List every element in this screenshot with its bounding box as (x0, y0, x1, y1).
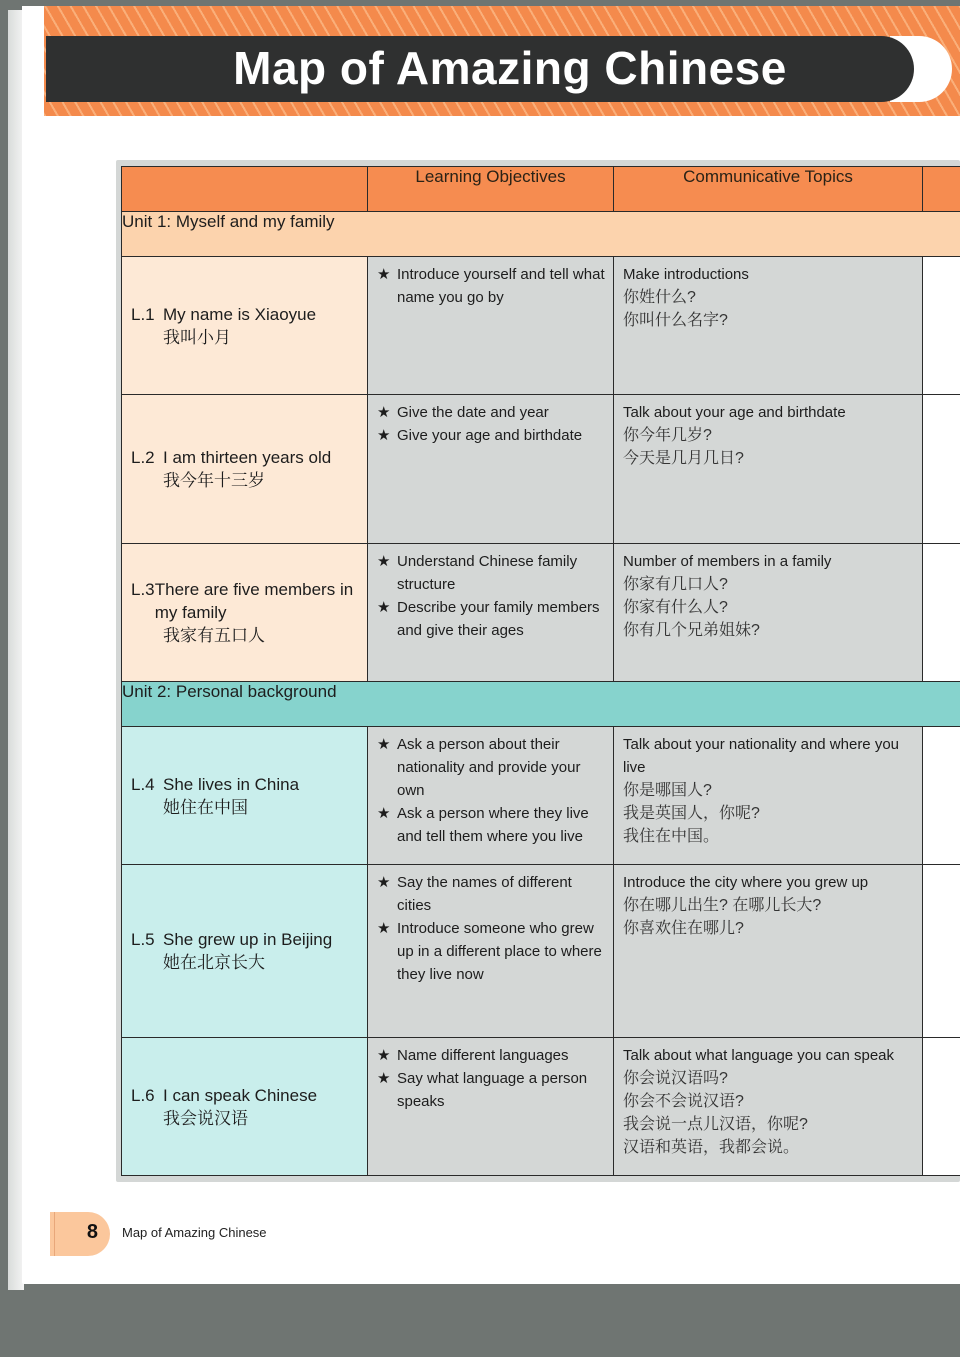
phrase: 你喜欢住在哪儿? (623, 920, 744, 937)
star-icon: ★ (377, 404, 391, 421)
star-icon: ★ (377, 266, 391, 283)
title-bar (46, 36, 914, 102)
objectives-cell (368, 865, 614, 1038)
topic-title: Talk about your nationality and where you live (623, 736, 900, 776)
phrase: 我是英国人，你呢? (623, 805, 760, 822)
lesson-number: L.2 (131, 448, 155, 467)
phrase: 今天是几月几日? (623, 450, 744, 467)
topic-title: Talk about what language you can speak (623, 1047, 895, 1064)
phrase: 你在哪儿出生? 在哪儿长大? (623, 897, 822, 914)
lesson-number: L.1 (131, 304, 155, 324)
topic-cell (614, 544, 923, 682)
topic-title: Make introductions (623, 266, 749, 283)
lesson-number: L.5 (131, 930, 155, 949)
phrase: 你会不会说汉语? (623, 1093, 744, 1110)
objective-item: ★ Understand Chinese family structure (377, 550, 607, 596)
running-title: Map of Amazing Chinese (122, 1225, 267, 1240)
column-header-topics: Communicative Topics (614, 167, 923, 212)
lesson-row (122, 257, 960, 395)
lesson-title-en: I am thirteen years old (163, 448, 332, 467)
star-icon: ★ (377, 553, 391, 570)
star-icon: ★ (377, 920, 391, 937)
lesson-row (122, 1038, 960, 1176)
lesson-title-cell (122, 865, 368, 1038)
phrase: 你叫什么名字? (623, 312, 728, 329)
blank-cell (923, 395, 960, 544)
unit-row (122, 682, 960, 727)
topic-cell (614, 865, 923, 1038)
blank-cell (923, 865, 960, 1038)
phrase: 你家有几口人? (623, 576, 728, 593)
lesson-row (122, 395, 960, 544)
lesson-title-cn: 她住在中国 (163, 797, 248, 817)
phrase: 我住在中国。 (623, 828, 720, 845)
page-number: 8 (86, 1221, 98, 1243)
column-header-lesson (122, 167, 368, 212)
lesson-title-cn: 我今年十三岁 (163, 471, 265, 490)
lesson-number: L.3 (131, 580, 155, 599)
phrase: 你姓什么? (623, 289, 696, 306)
lesson-row (122, 865, 960, 1038)
lesson-title-cell (122, 257, 368, 395)
table-header-row (122, 167, 960, 212)
lesson-title-en: She grew up in Beijing (163, 930, 333, 949)
objectives-cell (368, 544, 614, 682)
unit-row (122, 212, 960, 257)
objectives-cell (368, 727, 614, 865)
star-icon: ★ (377, 599, 391, 616)
star-icon: ★ (377, 1047, 391, 1064)
unit-label: Unit 1: Myself and my family (122, 212, 960, 257)
blank-cell (923, 257, 960, 395)
column-header-extra (923, 167, 960, 212)
lesson-title-cn: 我会说汉语 (163, 1108, 248, 1128)
star-icon: ★ (377, 805, 391, 822)
lesson-title-cn: 我家有五口人 (163, 626, 265, 645)
topic-cell (614, 1038, 923, 1176)
star-icon: ★ (377, 874, 391, 891)
lesson-title-cn: 她在北京长大 (163, 953, 265, 972)
objective-item: ★ Introduce yourself and tell what name you go by (377, 263, 607, 309)
objective-item: ★ Give your age and birthdate (377, 424, 607, 447)
objective-item: ★ Name different languages (377, 1044, 607, 1067)
topic-title: Introduce the city where you grew up (623, 874, 869, 891)
lesson-title-cell (122, 727, 368, 865)
phrase: 汉语和英语，我都会说。 (623, 1139, 800, 1156)
objective-item: ★ Give the date and year (377, 401, 607, 424)
lesson-title-cell (122, 1038, 368, 1176)
page-title: Map of Amazing Chinese (233, 42, 787, 94)
objective-item: ★ Describe your family members and give their ages (377, 596, 607, 642)
phrase: 你今年几岁? (623, 427, 712, 444)
star-icon: ★ (377, 1070, 391, 1087)
lesson-title-cell (122, 544, 368, 682)
lesson-number: L.6 (131, 1085, 155, 1105)
blank-cell (923, 544, 960, 682)
objectives-cell (368, 395, 614, 544)
unit-label: Unit 2: Personal background (122, 682, 960, 727)
objectives-cell (368, 1038, 614, 1176)
phrase: 我会说一点儿汉语，你呢? (623, 1116, 808, 1133)
topic-title: Number of members in a family (623, 553, 832, 570)
objectives-cell (368, 257, 614, 395)
lesson-title-en: There are five members in my family (154, 580, 354, 622)
phrase: 你是哪国人? (623, 782, 712, 799)
phrase: 你家有什么人? (623, 599, 728, 616)
objective-item: ★ Ask a person where they live and tell them where you live (377, 802, 607, 848)
topic-cell (614, 727, 923, 865)
lesson-title-en: My name is Xiaoyue (163, 304, 317, 324)
column-header-objectives: Learning Objectives (368, 167, 614, 212)
blank-cell (923, 727, 960, 865)
lesson-title-en: She lives in China (163, 774, 300, 794)
objective-item: ★ Introduce someone who grew up in a different place to where they live now (377, 917, 607, 986)
objective-item: ★ Say the names of different cities (377, 871, 607, 917)
lesson-row (122, 727, 960, 865)
lesson-title-en: I can speak Chinese (163, 1085, 318, 1105)
blank-cell (923, 1038, 960, 1176)
topic-title: Talk about your age and birthdate (623, 404, 846, 421)
lesson-number: L.4 (131, 774, 155, 794)
phrase: 你有几个兄弟姐妹? (623, 622, 760, 639)
topic-cell (614, 257, 923, 395)
objective-item: ★ Say what language a person speaks (377, 1067, 607, 1113)
lesson-title-cn: 我叫小月 (163, 327, 231, 347)
star-icon: ★ (377, 736, 391, 753)
topic-cell (614, 395, 923, 544)
lesson-title-cell (122, 395, 368, 544)
lesson-row (122, 544, 960, 682)
objective-item: ★ Ask a person about their nationality and provide your own (377, 733, 607, 802)
curriculum-table (121, 166, 960, 1176)
star-icon: ★ (377, 427, 391, 444)
phrase: 你会说汉语吗? (623, 1070, 728, 1087)
